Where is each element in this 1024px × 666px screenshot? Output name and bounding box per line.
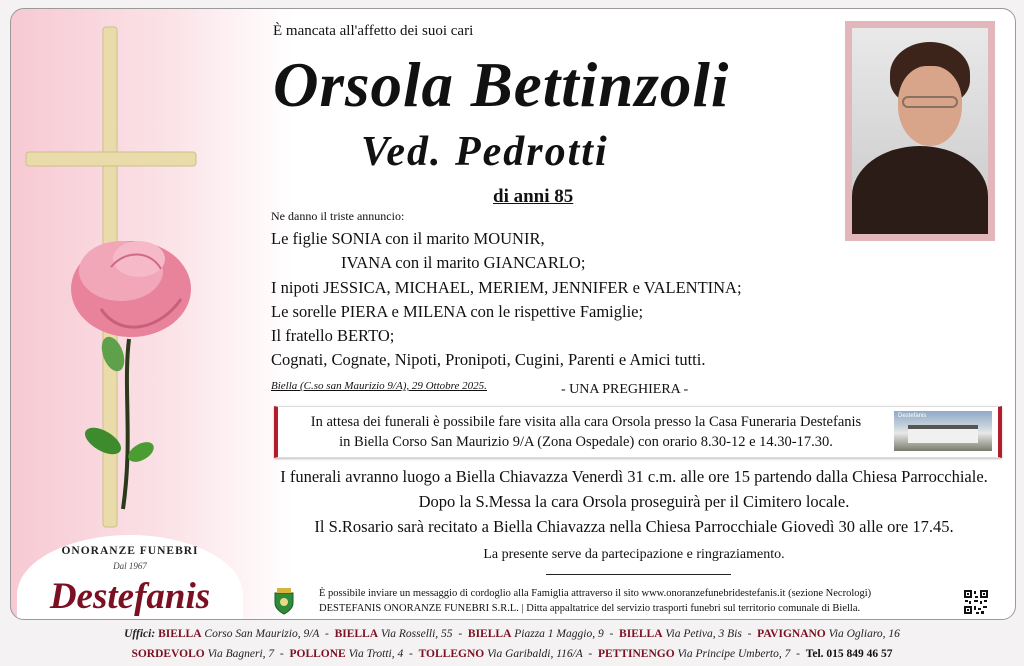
relatives-line: IVANA con il marito GIANCARLO; [341,253,586,273]
funeral-line: Il S.Rosario sarà recitato a Biella Chiavazza nella Chiesa Parrocchiale Giovedì 30 alle ore 17.45. [314,517,954,536]
office-city: BIELLA [619,628,663,640]
office-city: TOLLEGNO [418,648,485,660]
building-shape [908,425,978,443]
age-text: di anni 85 [493,186,574,207]
visit-info-box [274,406,1002,458]
logo-top-text: ONORANZE FUNEBRI [61,545,199,557]
office-address: Via Garibaldi, 116/A [487,648,583,660]
divider [546,574,731,575]
leaf-top [97,334,128,375]
relatives-line: Il fratello BERTO; [271,326,395,346]
office-city: PETTINENGO [597,648,675,660]
funeral-line: I funerali avranno luogo a Biella Chiavazza Venerdì 31 c.m. alle ore 15 partendo dalla Chiesa Parrocchiale. [280,467,988,486]
funeral-line: Dopo la S.Messa la cara Orsola proseguirà per il Cimitero locale. [418,492,850,511]
offices-row-1: Uffici: BIELLA Corso San Maurizio, 9/A - BIELLA Via Rosselli, 55 - BIELLA Piazza 1 Maggio, 9 - BIELLA Via Petiva, 3 Bis - PAVIGNANO Via Ogliaro, 16 [124,628,900,640]
funeral-details [269,464,999,539]
relatives-line: Le sorelle PIERA e MILENA con le rispettive Famiglie; [271,301,644,321]
portrait-glasses [902,96,958,108]
thanks-text: La presente serve da partecipazione e ringraziamento. [483,547,785,562]
footer-line: È possibile inviare un messaggio di cordoglio alla Famiglia attraverso il sito www.onoranzefunebridestefanis.it (sezione Necrologi) [319,588,872,599]
leaf-right [125,438,157,466]
office-city: BIELLA [158,628,202,640]
rose-icon [71,241,191,337]
logo-brand-text: Destefanis [49,576,211,617]
visit-line: in Biella Corso San Maurizio 9/A (Zona Ospedale) con orario 8.30-12 e 14.30-17.30. [339,434,833,450]
relatives-list [271,227,742,373]
office-address: Via Petiva, 3 Bis [665,628,742,640]
office-city: POLLONE [289,648,346,660]
office-address: Via Rosselli, 55 [380,628,453,640]
funeral-home-photo [894,411,992,451]
office-city: PAVIGNANO [757,628,826,640]
intro-text: È mancata all'affetto dei suoi cari [273,23,474,39]
relatives-line: I nipoti JESSICA, MICHAEL, MERIEM, JENNIFER e VALENTINA; [271,277,742,297]
announce-text: Ne danno il triste annuncio: [271,209,405,223]
offices-bar [0,624,1024,664]
footer-line: DESTEFANIS ONORANZE FUNEBRI S.R.L. | Ditta appaltatrice del servizio trasporti funebri sul territorio comunale di Biella. [319,603,861,614]
rose-stem [123,339,129,509]
offices-row-2: SORDEVOLO Via Bagneri, 7 - POLLONE Via Trotti, 4 - TOLLEGNO Via Garibaldi, 116/A - PETTINENGO Via Principe Umberto, 7 - Tel. 015 849 46 57 [131,648,893,660]
place-date: Biella (C.so san Maurizio 9/A), 29 Ottobre 2025. [271,380,487,392]
prayer-text: - UNA PREGHIERA - [561,382,689,397]
office-address: Piazza 1 Maggio, 9 [514,628,604,640]
relatives-line: Cognati, Cognate, Nipoti, Pronipoti, Cugini, Parenti e Amici tutti. [271,350,706,370]
deceased-portrait [845,21,995,241]
visit-line: In attesa dei funerali è possibile fare visita alla cara Orsola presso la Casa Funeraria Destefanis [310,414,862,430]
portrait-body [852,146,988,234]
destefanis-logo [17,531,243,620]
visit-text [286,412,886,452]
deceased-name: Orsola Bettinzoli [273,50,730,120]
cross-and-rose-illustration [11,9,251,529]
cross-horizontal [26,152,196,166]
office-address: Via Ogliaro, 16 [828,628,900,640]
office-city: BIELLA [467,628,512,640]
obituary-card [10,8,1016,620]
office-address: Via Bagneri, 7 [207,648,275,660]
biella-crest-icon [273,587,295,615]
widow-name: Ved. Pedrotti [361,129,609,175]
office-city: SORDEVOLO [131,648,205,660]
logo-since-text: Dal 1967 [113,561,147,571]
office-city: BIELLA [334,628,379,640]
footer-text [319,586,871,616]
office-phone: Tel. 015 849 46 57 [805,648,893,660]
offices-label: Uffici: [124,628,156,640]
portrait-image [852,28,988,234]
funeral-home-photo-label: Destefanis [898,413,927,419]
office-address: Corso San Maurizio, 9/A [204,628,320,640]
qr-code-icon[interactable] [963,589,989,615]
relatives-line: Le figlie SONIA con il marito MOUNIR, [271,229,545,248]
office-address: Via Trotti, 4 [348,648,404,660]
office-address: Via Principe Umberto, 7 [677,648,791,660]
